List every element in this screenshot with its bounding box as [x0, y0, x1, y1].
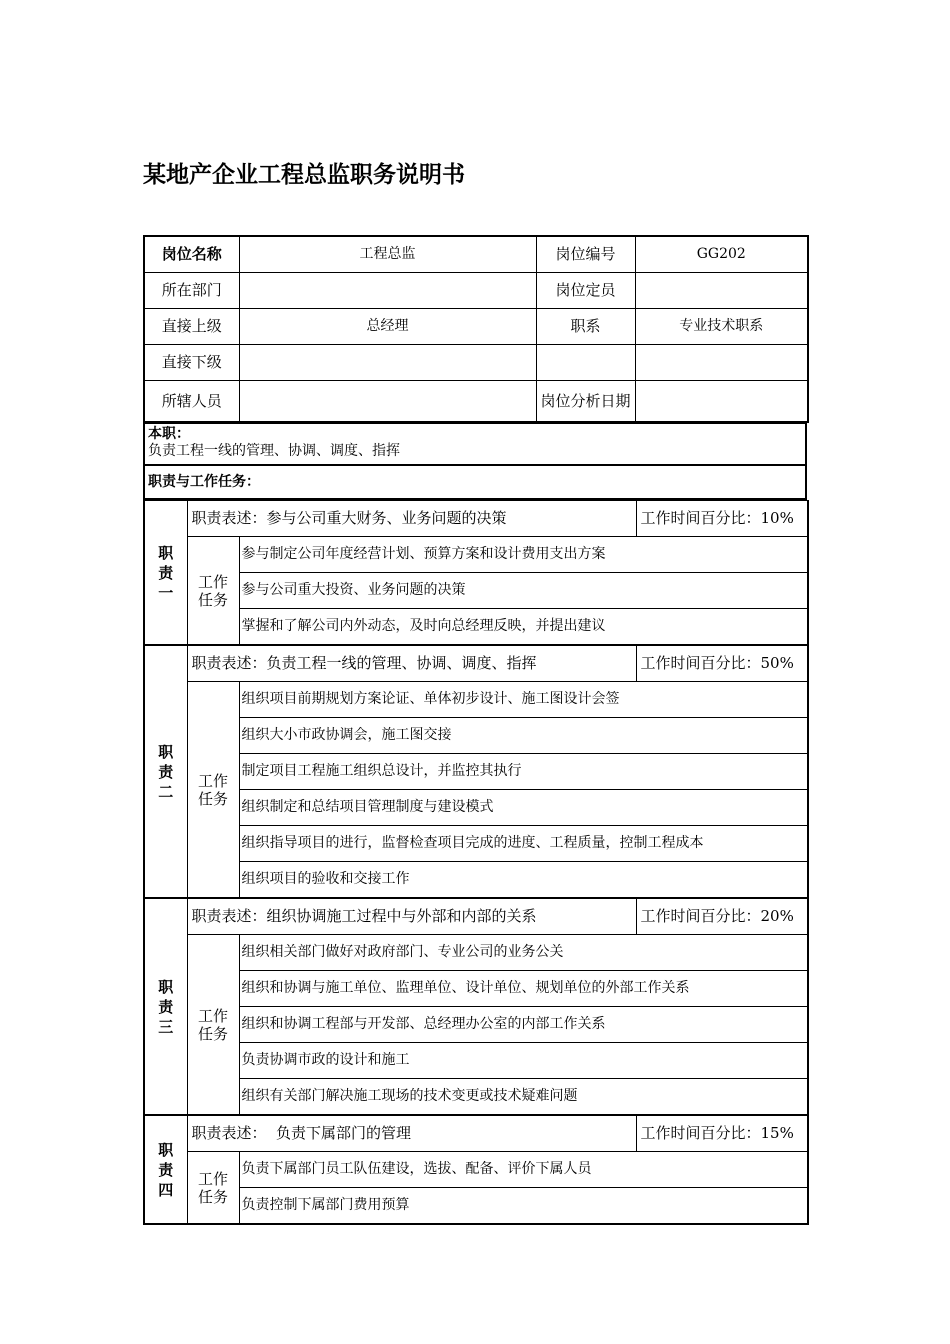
- duty-description-row: [144, 1115, 808, 1152]
- task-row: [144, 1079, 808, 1116]
- duty-description-row: [144, 645, 808, 682]
- position-code-value: GG202: [635, 236, 808, 273]
- task-item: 参与公司重大投资、业务问题的决策: [239, 573, 808, 609]
- staff-label: 所辖人员: [144, 381, 239, 423]
- duty-name-text: 职责三: [158, 977, 174, 1036]
- info-row: [144, 345, 808, 381]
- task-row: [144, 718, 808, 754]
- info-row: [144, 309, 808, 345]
- task-item: 组织项目的验收和交接工作: [239, 862, 808, 899]
- task-row: [144, 754, 808, 790]
- task-row: [144, 1188, 808, 1225]
- task-row: [144, 537, 808, 573]
- task-item: 组织大小市政协调会，施工图交接: [239, 718, 808, 754]
- task-label: [187, 682, 239, 899]
- duty-name: [144, 898, 187, 1115]
- task-row: [144, 971, 808, 1007]
- duty-time-percentage: 工作时间百分比：10%: [636, 501, 808, 537]
- position-name-label: 岗位名称: [144, 236, 239, 273]
- task-item: 负责协调市政的设计和施工: [239, 1043, 808, 1079]
- duty-time-percentage: 工作时间百分比：50%: [636, 645, 808, 682]
- headcount-label: 岗位定员: [536, 273, 635, 309]
- duties-heading: 职责与工作任务：: [144, 465, 806, 499]
- document-title: 某地产企业工程总监职务说明书: [143, 162, 465, 188]
- subordinate-value: [239, 345, 536, 381]
- task-item: 掌握和了解公司内外动态，及时向总经理反映，并提出建议: [239, 609, 808, 646]
- task-row: [144, 790, 808, 826]
- position-name-value: 工程总监: [239, 236, 536, 273]
- task-row: [144, 935, 808, 971]
- task-item: 负责控制下属部门费用预算: [239, 1188, 808, 1225]
- duty-description: 职责表述： 负责下属部门的管理: [187, 1115, 636, 1152]
- analysis-date-label: 岗位分析日期: [536, 381, 635, 423]
- duties-body: [144, 501, 808, 1225]
- duty-name-text: 职责一: [158, 543, 174, 602]
- task-label-text: 工作任务: [197, 771, 228, 808]
- duty-description-row: [144, 898, 808, 935]
- duty-description: 职责表述：组织协调施工过程中与外部和内部的关系: [187, 898, 636, 935]
- duty-time-percentage: 工作时间百分比：15%: [636, 1115, 808, 1152]
- task-item: 组织相关部门做好对政府部门、专业公司的业务公关: [239, 935, 808, 971]
- task-item: 组织制定和总结项目管理制度与建设模式: [239, 790, 808, 826]
- task-label: [187, 537, 239, 646]
- position-info-table: [143, 235, 809, 423]
- task-label: [187, 935, 239, 1116]
- task-label-text: 工作任务: [197, 572, 228, 609]
- task-item: 制定项目工程施工组织总设计，并监控其执行: [239, 754, 808, 790]
- task-item: 组织指导项目的进行，监督检查项目完成的进度、工程质量，控制工程成本: [239, 826, 808, 862]
- subordinate-label: 直接下级: [144, 345, 239, 381]
- duty-name: [144, 501, 187, 646]
- staff-value: [239, 381, 536, 423]
- task-label: [187, 1152, 239, 1225]
- job-family-label: 职系: [536, 309, 635, 345]
- duty-description: 职责表述：负责工程一线的管理、协调、调度、指挥: [187, 645, 636, 682]
- task-item: 组织和协调与施工单位、监理单位、设计单位、规划单位的外部工作关系: [239, 971, 808, 1007]
- task-item: 参与制定公司年度经营计划、预算方案和设计费用支出方案: [239, 537, 808, 573]
- empty-cell: [536, 345, 635, 381]
- task-row: [144, 1043, 808, 1079]
- summary-cell: [144, 424, 806, 466]
- duties-table: [143, 500, 809, 1225]
- summary-table: [143, 423, 807, 500]
- department-value: [239, 273, 536, 309]
- task-row: [144, 1007, 808, 1043]
- duty-description-row: [144, 501, 808, 537]
- task-row: [144, 826, 808, 862]
- task-item: 组织和协调工程部与开发部、总经理办公室的内部工作关系: [239, 1007, 808, 1043]
- job-description-sheet: [143, 235, 807, 1225]
- task-row: [144, 609, 808, 646]
- duty-time-percentage: 工作时间百分比：20%: [636, 898, 808, 935]
- duty-name: [144, 1115, 187, 1224]
- position-code-label: 岗位编号: [536, 236, 635, 273]
- duty-name: [144, 645, 187, 898]
- job-family-value: 专业技术职系: [635, 309, 808, 345]
- task-label-text: 工作任务: [197, 1169, 228, 1206]
- supervisor-value: 总经理: [239, 309, 536, 345]
- summary-row: [144, 424, 806, 466]
- task-row: [144, 1152, 808, 1188]
- task-row: [144, 862, 808, 899]
- task-item: 组织有关部门解决施工现场的技术变更或技术疑难问题: [239, 1079, 808, 1116]
- department-label: 所在部门: [144, 273, 239, 309]
- duty-name-text: 职责二: [158, 742, 174, 801]
- info-row: [144, 381, 808, 423]
- task-row: [144, 573, 808, 609]
- info-row: [144, 273, 808, 309]
- task-item: 负责下属部门员工队伍建设，选拔、配备、评价下属人员: [239, 1152, 808, 1188]
- info-row: [144, 236, 808, 273]
- analysis-date-value: [635, 381, 808, 423]
- task-item: 组织项目前期规划方案论证、单体初步设计、施工图设计会签: [239, 682, 808, 718]
- summary-heading: 本职：: [148, 426, 190, 442]
- duty-description: 职责表述：参与公司重大财务、业务问题的决策: [187, 501, 636, 537]
- summary-text: 负责工程一线的管理、协调、调度、指挥: [148, 443, 400, 459]
- supervisor-label: 直接上级: [144, 309, 239, 345]
- empty-cell: [635, 345, 808, 381]
- headcount-value: [635, 273, 808, 309]
- task-row: [144, 682, 808, 718]
- task-label-text: 工作任务: [197, 1006, 228, 1043]
- duties-heading-row: [144, 465, 806, 499]
- duty-name-text: 职责四: [158, 1140, 174, 1199]
